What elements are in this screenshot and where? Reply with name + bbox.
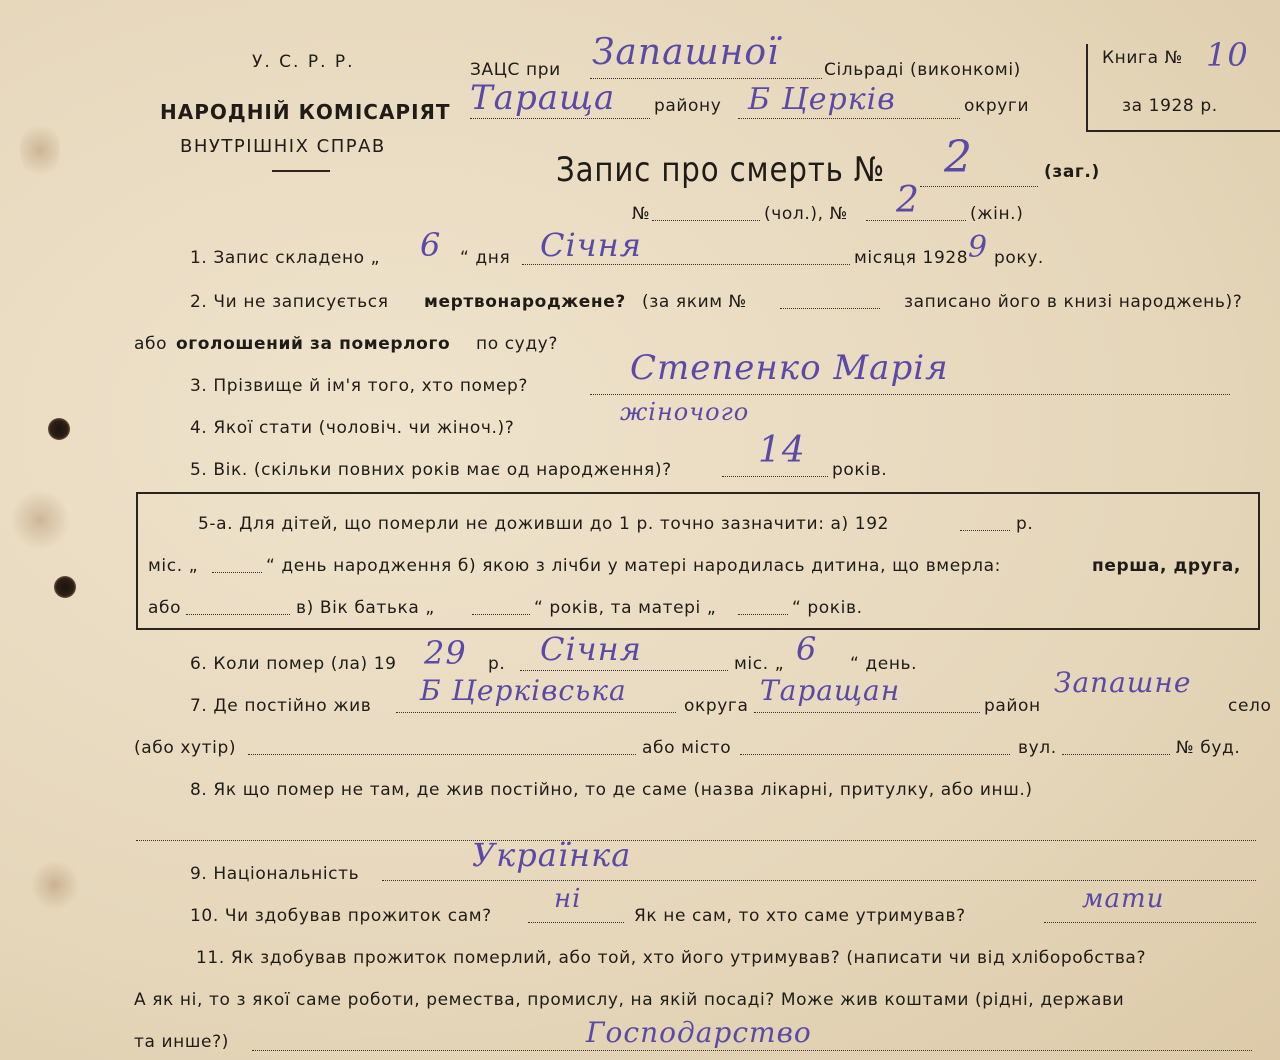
item-5a-year-underline <box>960 530 1010 531</box>
item-7b-city-underline <box>740 754 1010 755</box>
female-number-underline <box>866 220 966 221</box>
item-5a-mother-underline <box>738 614 788 615</box>
okruha-underline <box>738 118 960 119</box>
item-5a-father-underline <box>472 614 530 615</box>
item-2b-declared: оголошений за померлого <box>176 334 451 354</box>
item-4-sex-handwritten: жіночого <box>620 398 750 426</box>
item-1-mid: “ дня <box>460 248 511 268</box>
item-5-underline <box>722 476 828 477</box>
item-9-label: 9. Національність <box>190 864 360 884</box>
item-7b-khutir-underline <box>248 754 636 755</box>
commissariat-title: НАРОДНІЙ КОМІСАРІЯТ <box>160 100 451 124</box>
item-10-label: 10. Чи здобував прожиток сам? <box>190 906 492 926</box>
district-label: району <box>654 96 722 116</box>
item-2-underline <box>780 308 880 309</box>
item-5a-line2-prefix: міс. „ <box>148 556 199 576</box>
male-number-label: № <box>632 204 651 224</box>
item-3-underline <box>590 394 1230 395</box>
paper-stain <box>30 860 80 910</box>
item-2-number: (за яким № <box>642 292 747 312</box>
item-1-suffix: місяця 1928 <box>854 248 969 268</box>
item-7-district: район <box>984 696 1041 716</box>
item-7-district-handwritten: Таращан <box>760 674 901 707</box>
item-6-mis: міс. „ <box>734 654 785 674</box>
item-8-label: 8. Як що помер не там, де жив постійно, то де саме (назва лікарні, притулку, або инш.) <box>190 780 1033 800</box>
item-6-year-handwritten: 29 <box>424 634 467 672</box>
item-10-supporter-underline <box>1044 922 1256 923</box>
item-2-suffix: записано його в книзі народжень)? <box>904 292 1243 312</box>
item-5a-day-underline <box>212 572 262 573</box>
item-5a-line1: 5-а. Для дітей, що померли не доживши до 1 р. точно зазначити: а) 192 <box>198 514 890 534</box>
record-title: Запис про смерть № <box>556 150 886 190</box>
item-6-r: р. <box>488 654 506 674</box>
item-7b-city: або місто <box>642 738 732 758</box>
item-9-nationality-handwritten: Українка <box>472 836 632 874</box>
item-1-end: року. <box>994 248 1044 268</box>
item-6-month-underline <box>520 670 728 671</box>
item-2b-prefix: або <box>134 334 168 354</box>
item-7b-khutir: (або хутір) <box>134 738 237 758</box>
item-10-supporter-label: Як не сам, то хто саме утримував? <box>634 906 966 926</box>
item-1-day-handwritten: 6 <box>420 226 442 264</box>
item-7-prefix: 7. Де постійно жив <box>190 696 372 716</box>
commissariat-subtitle: ВНУТРІШНІХ СПРАВ <box>180 136 386 157</box>
item-8-underline <box>136 840 1256 841</box>
item-7-village: село <box>1228 696 1272 716</box>
item-3-label: 3. Прізвище й ім'я того, хто помер? <box>190 376 529 396</box>
punch-hole <box>48 418 70 440</box>
item-5a-line3-prefix: або <box>148 598 182 618</box>
item-5a-line1-end: р. <box>1016 514 1034 534</box>
punch-hole <box>54 576 76 598</box>
paper-stain <box>10 490 70 550</box>
item-2-text: 2. Чи не записується <box>190 292 389 312</box>
item-1-year-handwritten: 9 <box>968 230 989 265</box>
item-11-line1: 11. Як здобував прожиток померлий, або той, хто його утримував? (написати чи від хліборобства? <box>196 948 1147 968</box>
book-year: за 1928 р. <box>1122 96 1218 116</box>
item-9-underline <box>382 880 1256 881</box>
item-3-name-handwritten: Степенко Марія <box>630 348 949 388</box>
item-10-self-underline <box>528 922 624 923</box>
item-5a-line3-underline <box>186 614 290 615</box>
item-7-okruha-underline <box>396 712 676 713</box>
district-handwritten: Тараща <box>470 78 616 118</box>
item-6-month-handwritten: Січня <box>540 630 642 668</box>
zags-prefix: ЗАЦС при <box>470 60 561 80</box>
item-11-line2: А як ні, то з якої саме роботи, ремества, промислу, на якій посаді? Може жив коштами (рідні, держави <box>134 990 1125 1010</box>
district-underline <box>470 118 650 119</box>
book-number-handwritten: 10 <box>1206 36 1249 74</box>
item-2b-suffix: по суду? <box>476 334 558 354</box>
header-divider <box>272 170 330 172</box>
item-7b-street: вул. <box>1018 738 1057 758</box>
item-5a-father-label: в) Вік батька „ <box>296 598 435 618</box>
male-number-underline <box>652 220 760 221</box>
record-suffix: (заг.) <box>1044 162 1100 182</box>
item-5-label: 5. Вік. (скільки повних років має од народження)? <box>190 460 672 480</box>
item-5a-line2-options: перша, друга, <box>1092 556 1241 576</box>
item-10-self-handwritten: ні <box>554 884 582 914</box>
item-7-okruha: округа <box>684 696 749 716</box>
item-5a-line2-mid: “ день народження б) якою з лічби у матері народилась дитина, що вмерла: <box>266 556 1001 576</box>
item-5-age-handwritten: 14 <box>758 430 806 471</box>
republic-header: У. С. Р. Р. <box>252 52 355 72</box>
item-7-district-underline <box>754 712 980 713</box>
book-label: Книга № <box>1102 48 1183 68</box>
item-7-okruha-handwritten: Б Церківська <box>420 674 627 707</box>
item-1-month-underline <box>522 264 850 265</box>
item-7b-building: № буд. <box>1176 738 1241 758</box>
village-underline <box>590 78 822 79</box>
item-6-end: “ день. <box>850 654 918 674</box>
item-5-suffix: років. <box>832 460 888 480</box>
female-suffix: (жін.) <box>970 204 1024 224</box>
record-number-handwritten: 2 <box>944 132 973 183</box>
item-6-day-handwritten: 6 <box>796 630 818 668</box>
okruha-label: округи <box>964 96 1030 116</box>
item-6-prefix: 6. Коли помер (ла) 19 <box>190 654 397 674</box>
item-10-supporter-handwritten: мати <box>1082 884 1165 914</box>
okruha-handwritten: Б Церків <box>748 82 896 117</box>
male-suffix: (чол.), № <box>764 204 848 224</box>
item-1-prefix: 1. Запис складено „ <box>190 248 381 268</box>
item-11-occupation-handwritten: Господарство <box>586 1016 812 1049</box>
paper-stain <box>20 120 60 180</box>
item-11-line3: та инше?) <box>134 1032 229 1052</box>
item-2-stillborn: мертвонароджене? <box>424 292 626 312</box>
item-4-label: 4. Якої стати (чоловіч. чи жіноч.)? <box>190 418 515 438</box>
item-5a-mother-label: “ років, та матері „ <box>534 598 717 618</box>
record-number-underline <box>920 186 1038 187</box>
item-7b-street-underline <box>1062 754 1170 755</box>
village-handwritten: Запашної <box>592 32 780 73</box>
item-5a-line3-end: “ років. <box>792 598 863 618</box>
item-11-underline <box>252 1050 1252 1051</box>
female-number-handwritten: 2 <box>896 180 920 221</box>
item-1-month-handwritten: Січня <box>540 226 642 264</box>
item-7-village-handwritten: Запашне <box>1054 666 1192 699</box>
council-suffix: Сільраді (виконкомі) <box>824 60 1021 80</box>
